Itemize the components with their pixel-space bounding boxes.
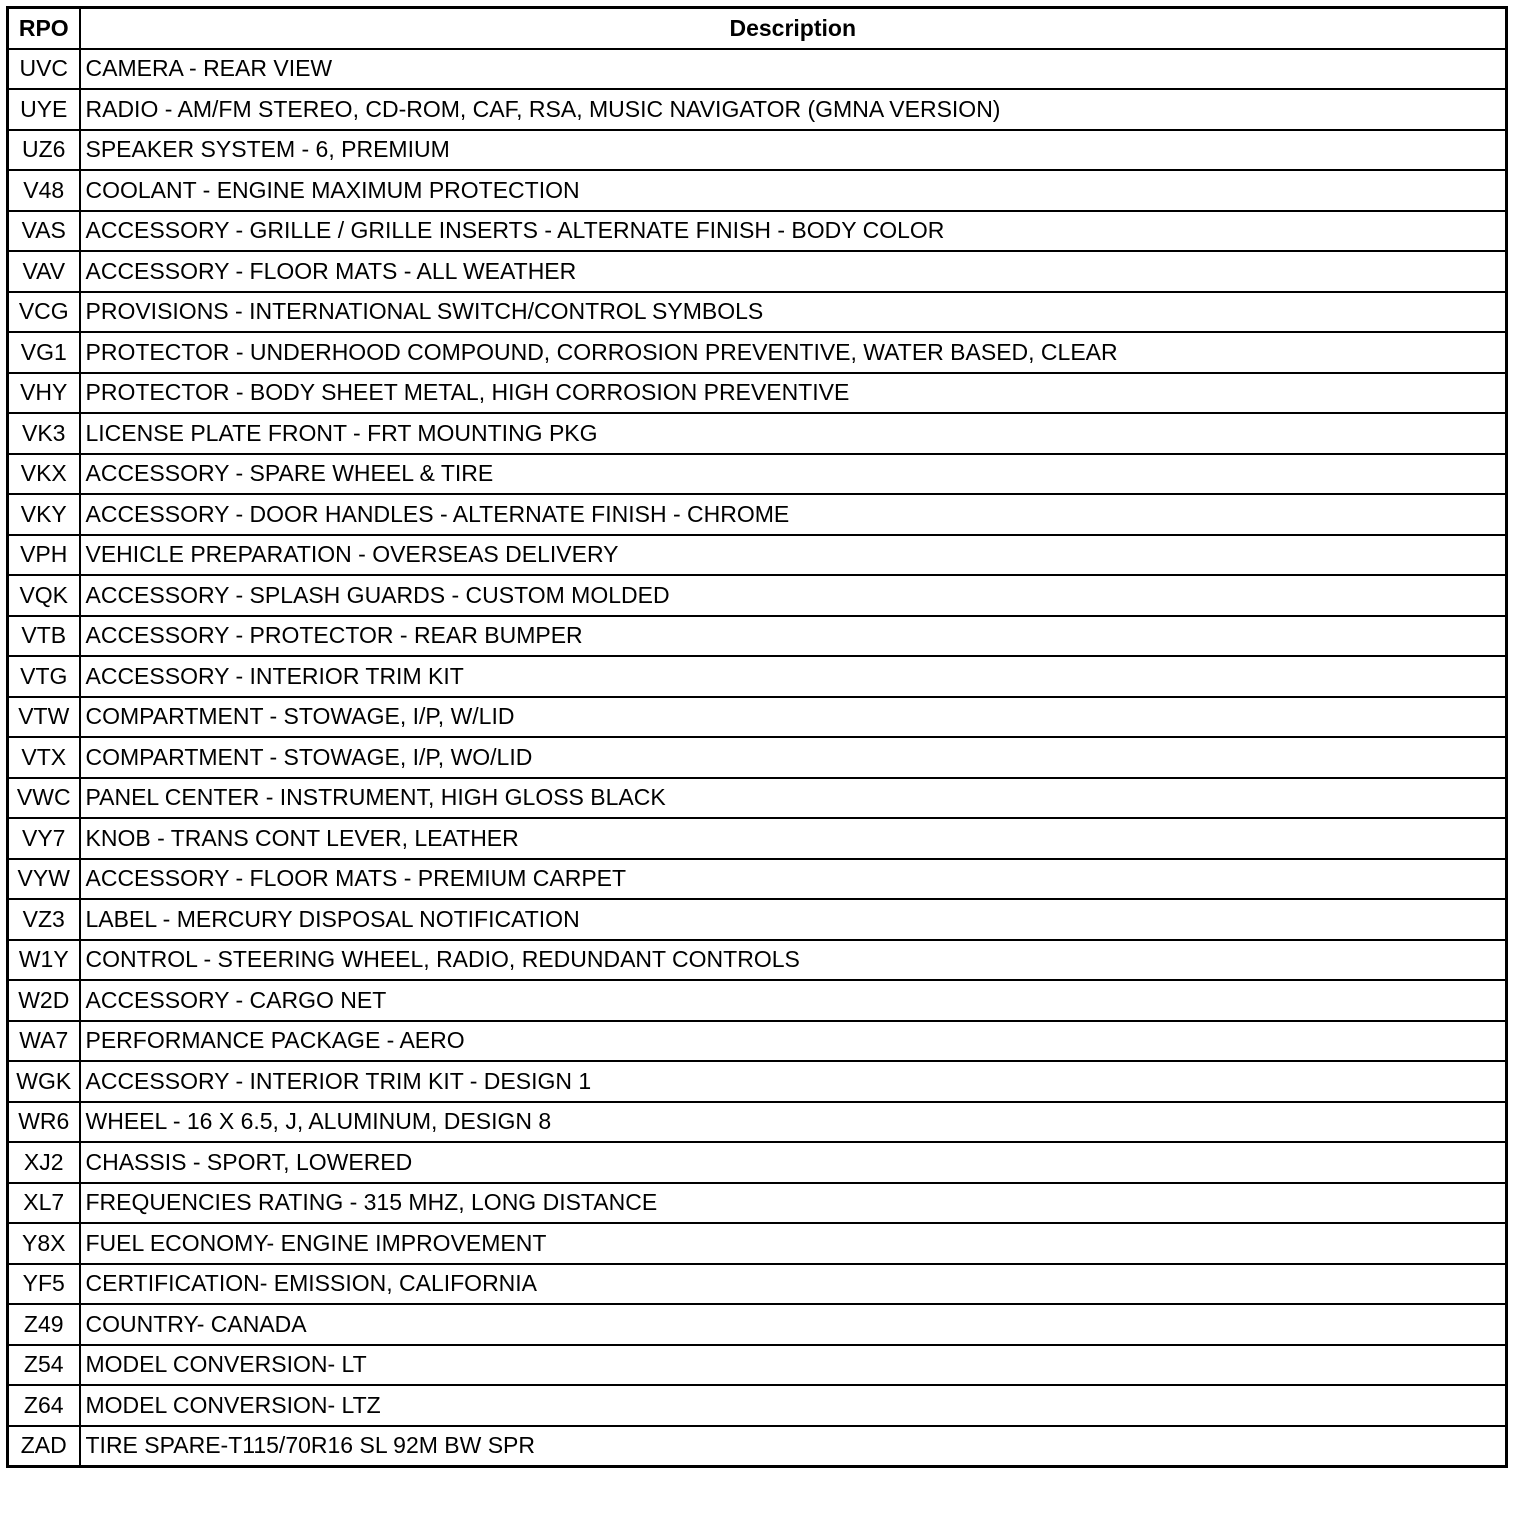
description-cell: FUEL ECONOMY- ENGINE IMPROVEMENT <box>80 1223 1507 1264</box>
table-row <box>8 130 1507 171</box>
rpo-code-cell: VWC <box>8 778 80 819</box>
description-cell: VEHICLE PREPARATION - OVERSEAS DELIVERY <box>80 535 1507 576</box>
table-row <box>8 1426 1507 1467</box>
table-row <box>8 454 1507 495</box>
rpo-code-cell: Z49 <box>8 1304 80 1345</box>
table-row <box>8 818 1507 859</box>
table-row <box>8 616 1507 657</box>
description-cell: PROVISIONS - INTERNATIONAL SWITCH/CONTROL SYMBOLS <box>80 292 1507 333</box>
description-cell: WHEEL - 16 X 6.5, J, ALUMINUM, DESIGN 8 <box>80 1102 1507 1143</box>
table-row <box>8 859 1507 900</box>
description-cell: COUNTRY- CANADA <box>80 1304 1507 1345</box>
rpo-code-cell: Y8X <box>8 1223 80 1264</box>
table-row <box>8 1142 1507 1183</box>
rpo-code-cell: VY7 <box>8 818 80 859</box>
table-row <box>8 940 1507 981</box>
rpo-code-cell: VAV <box>8 251 80 292</box>
rpo-code-cell: VG1 <box>8 332 80 373</box>
table-row <box>8 1385 1507 1426</box>
table-row <box>8 494 1507 535</box>
description-cell: ACCESSORY - INTERIOR TRIM KIT - DESIGN 1 <box>80 1061 1507 1102</box>
rpo-code-cell: VCG <box>8 292 80 333</box>
rpo-code-cell: W2D <box>8 980 80 1021</box>
rpo-code-cell: UYE <box>8 89 80 130</box>
description-cell: SPEAKER SYSTEM - 6, PREMIUM <box>80 130 1507 171</box>
description-cell: ACCESSORY - INTERIOR TRIM KIT <box>80 656 1507 697</box>
rpo-code-cell: VTW <box>8 697 80 738</box>
description-cell: CAMERA - REAR VIEW <box>80 49 1507 90</box>
table-row <box>8 737 1507 778</box>
rpo-code-cell: XL7 <box>8 1183 80 1224</box>
rpo-code-cell: V48 <box>8 170 80 211</box>
rpo-code-cell: VTX <box>8 737 80 778</box>
table-row <box>8 980 1507 1021</box>
description-cell: LABEL - MERCURY DISPOSAL NOTIFICATION <box>80 899 1507 940</box>
table-row <box>8 373 1507 414</box>
table-row <box>8 49 1507 90</box>
rpo-code-cell: ZAD <box>8 1426 80 1467</box>
table-row <box>8 575 1507 616</box>
table-row <box>8 697 1507 738</box>
description-cell: ACCESSORY - SPARE WHEEL & TIRE <box>80 454 1507 495</box>
rpo-code-cell: W1Y <box>8 940 80 981</box>
rpo-code-cell: VTG <box>8 656 80 697</box>
description-cell: MODEL CONVERSION- LTZ <box>80 1385 1507 1426</box>
description-cell: CERTIFICATION- EMISSION, CALIFORNIA <box>80 1264 1507 1305</box>
rpo-code-cell: YF5 <box>8 1264 80 1305</box>
description-cell: PROTECTOR - BODY SHEET METAL, HIGH CORROSION PREVENTIVE <box>80 373 1507 414</box>
rpo-table <box>6 6 1508 1468</box>
rpo-code-cell: WGK <box>8 1061 80 1102</box>
table-row <box>8 899 1507 940</box>
table-row <box>8 535 1507 576</box>
rpo-code-cell: Z64 <box>8 1385 80 1426</box>
header-row <box>8 8 1507 49</box>
rpo-code-cell: XJ2 <box>8 1142 80 1183</box>
description-cell: PERFORMANCE PACKAGE - AERO <box>80 1021 1507 1062</box>
table-row <box>8 778 1507 819</box>
table-row <box>8 251 1507 292</box>
table-row <box>8 413 1507 454</box>
rpo-code-cell: WA7 <box>8 1021 80 1062</box>
rpo-code-cell: VZ3 <box>8 899 80 940</box>
description-cell: PANEL CENTER - INSTRUMENT, HIGH GLOSS BLACK <box>80 778 1507 819</box>
rpo-code-cell: VHY <box>8 373 80 414</box>
table-row <box>8 1102 1507 1143</box>
description-cell: ACCESSORY - DOOR HANDLES - ALTERNATE FINISH - CHROME <box>80 494 1507 535</box>
description-cell: CHASSIS - SPORT, LOWERED <box>80 1142 1507 1183</box>
rpo-code-cell: VKX <box>8 454 80 495</box>
description-cell: ACCESSORY - PROTECTOR - REAR BUMPER <box>80 616 1507 657</box>
table-row <box>8 1061 1507 1102</box>
description-cell: RADIO - AM/FM STEREO, CD-ROM, CAF, RSA, MUSIC NAVIGATOR (GMNA VERSION) <box>80 89 1507 130</box>
rpo-code-cell: WR6 <box>8 1102 80 1143</box>
description-column-header: Description <box>80 8 1507 49</box>
rpo-code-cell: VQK <box>8 575 80 616</box>
table-row <box>8 1345 1507 1386</box>
table-row <box>8 1223 1507 1264</box>
rpo-code-cell: VYW <box>8 859 80 900</box>
description-cell: FREQUENCIES RATING - 315 MHZ, LONG DISTANCE <box>80 1183 1507 1224</box>
rpo-code-cell: VAS <box>8 211 80 252</box>
description-cell: COMPARTMENT - STOWAGE, I/P, WO/LID <box>80 737 1507 778</box>
table-row <box>8 211 1507 252</box>
description-cell: ACCESSORY - SPLASH GUARDS - CUSTOM MOLDED <box>80 575 1507 616</box>
description-cell: COMPARTMENT - STOWAGE, I/P, W/LID <box>80 697 1507 738</box>
rpo-column-header: RPO <box>8 8 80 49</box>
table-body <box>8 49 1507 1467</box>
rpo-code-cell: VKY <box>8 494 80 535</box>
description-cell: TIRE SPARE-T115/70R16 SL 92M BW SPR <box>80 1426 1507 1467</box>
table-row <box>8 1264 1507 1305</box>
description-cell: MODEL CONVERSION- LT <box>80 1345 1507 1386</box>
description-cell: KNOB - TRANS CONT LEVER, LEATHER <box>80 818 1507 859</box>
rpo-code-cell: VTB <box>8 616 80 657</box>
description-cell: PROTECTOR - UNDERHOOD COMPOUND, CORROSION PREVENTIVE, WATER BASED, CLEAR <box>80 332 1507 373</box>
description-cell: COOLANT - ENGINE MAXIMUM PROTECTION <box>80 170 1507 211</box>
rpo-code-cell: VPH <box>8 535 80 576</box>
table-row <box>8 656 1507 697</box>
description-cell: ACCESSORY - GRILLE / GRILLE INSERTS - ALTERNATE FINISH - BODY COLOR <box>80 211 1507 252</box>
description-cell: ACCESSORY - FLOOR MATS - ALL WEATHER <box>80 251 1507 292</box>
rpo-code-cell: UVC <box>8 49 80 90</box>
rpo-code-cell: VK3 <box>8 413 80 454</box>
rpo-code-cell: Z54 <box>8 1345 80 1386</box>
description-cell: CONTROL - STEERING WHEEL, RADIO, REDUNDANT CONTROLS <box>80 940 1507 981</box>
table-row <box>8 89 1507 130</box>
table-row <box>8 170 1507 211</box>
description-cell: ACCESSORY - CARGO NET <box>80 980 1507 1021</box>
table-row <box>8 1304 1507 1345</box>
description-cell: LICENSE PLATE FRONT - FRT MOUNTING PKG <box>80 413 1507 454</box>
table-row <box>8 1183 1507 1224</box>
table-row <box>8 1021 1507 1062</box>
table-row <box>8 292 1507 333</box>
rpo-code-cell: UZ6 <box>8 130 80 171</box>
table-row <box>8 332 1507 373</box>
description-cell: ACCESSORY - FLOOR MATS - PREMIUM CARPET <box>80 859 1507 900</box>
